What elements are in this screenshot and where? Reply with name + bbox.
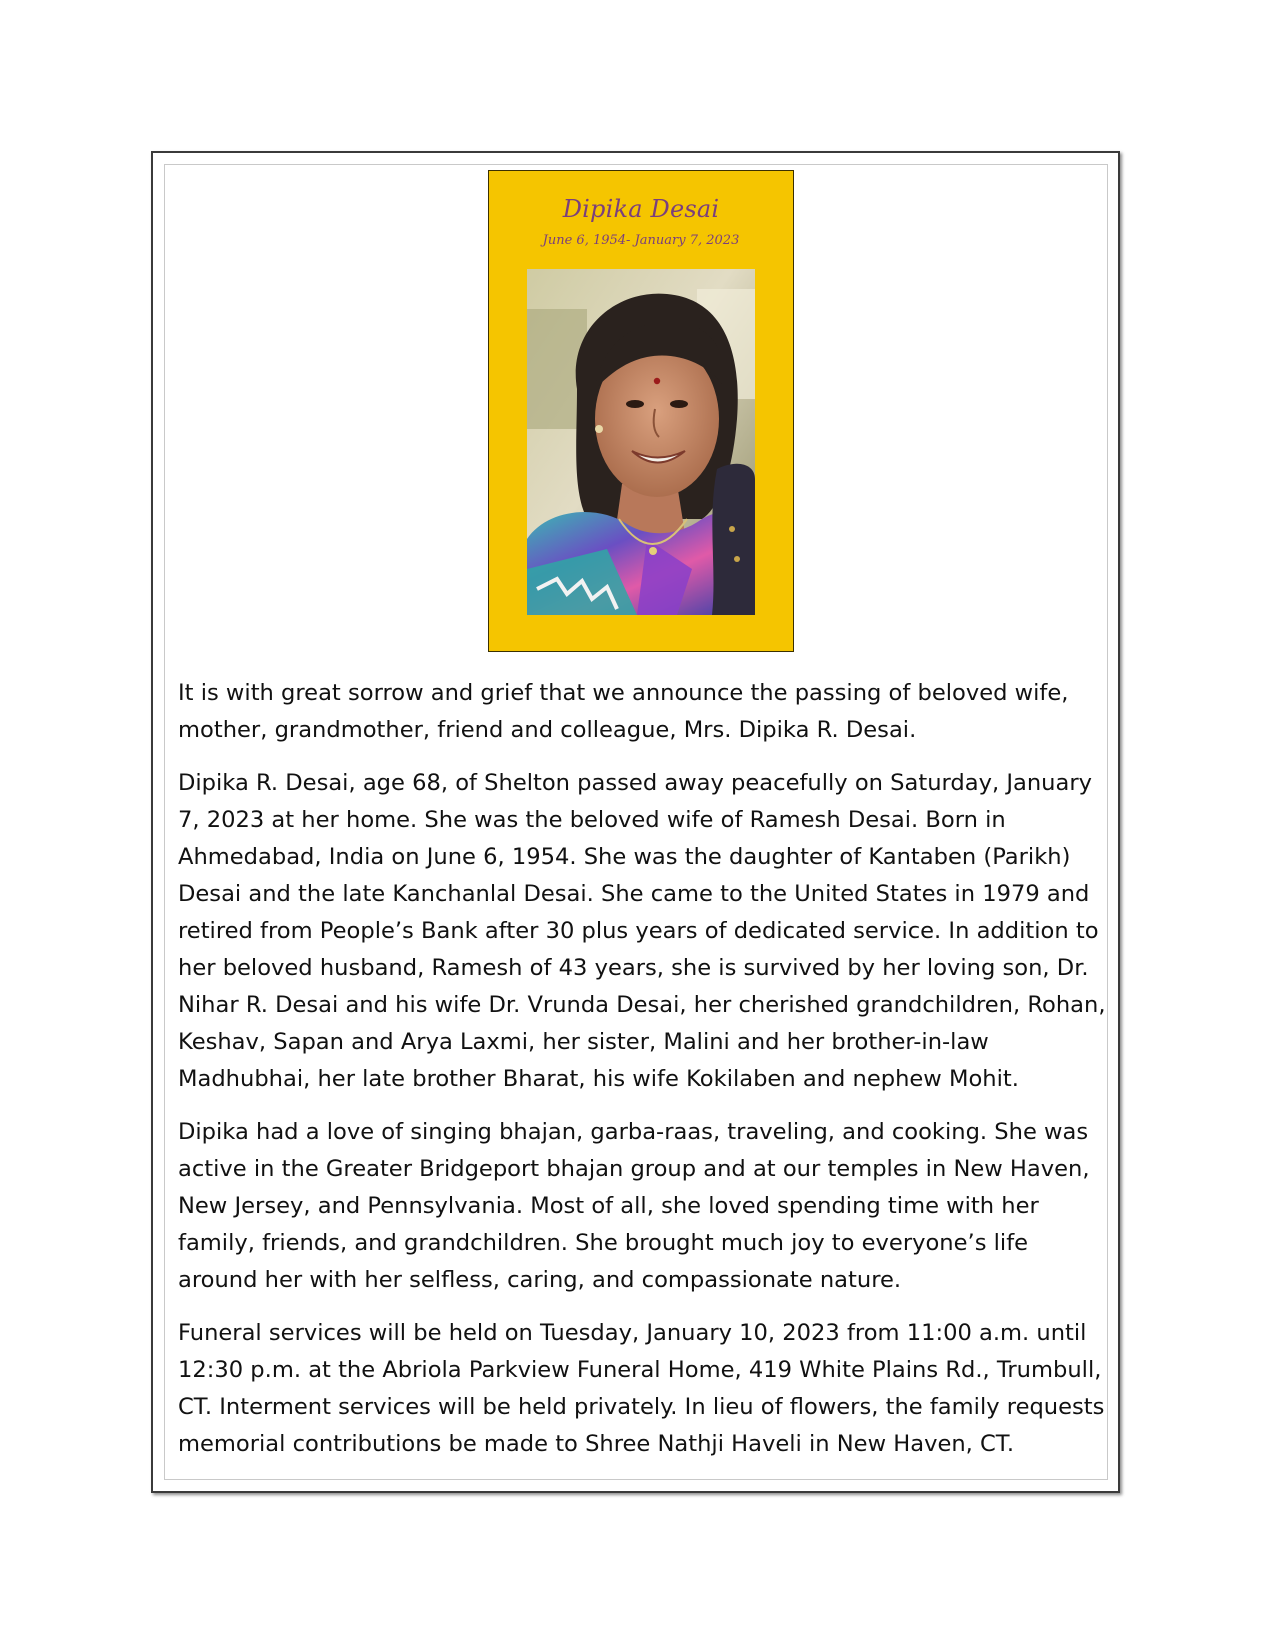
obituary-paragraph-4: Funeral services will be held on Tuesday, January 10, 2023 from 11:00 a.m. until 12:30 p.m. at the Abriola Parkview Funeral Home, 419 White Plains Rd., Trumbull, CT. Interment services will be held privately. In lieu of flowers, the family requests memorial contributions be made to Shree Nathji Haveli in New Haven, CT. [178,1320,1105,1457]
portrait-illustration [527,269,755,615]
portrait-photo [527,269,755,615]
obituary-paragraph-3: Dipika had a love of singing bhajan, garba-raas, traveling, and cooking. She was active in the Greater Bridgeport bhajan group and at our temples in New Haven, New Jersey, and Pennsylvania. Most of all, she loved spending time with her family, friends, and grandchildren. She brought much joy to everyone’s life around her with her selfless, caring, and compassionate nature. [178,1119,1090,1293]
obituary-paragraph-1: It is with great sorrow and grief that we announce the passing of beloved wife, mother, grandmother, friend and colleague, Mrs. Dipika R. Desai. [178,680,1069,743]
card-dates: June 6, 1954- January 7, 2023 [542,233,740,248]
memorial-card [488,170,794,652]
obituary-text [178,675,1108,1479]
obituary-paragraph-2: Dipika R. Desai, age 68, of Shelton passed away peacefully on Saturday, January 7, 2023 at her home. She was the beloved wife of Ramesh Desai. Born in Ahmedabad, India on June 6, 1954. She was the daughter of Kantaben (Parikh) Desai and the late Kanchanlal Desai. She came to the United States in 1979 and retired from People’s Bank after 30 plus years of dedicated service. In addition to her beloved husband, Ramesh of 43 years, she is survived by her loving son, Dr. Nihar R. Desai and his wife Dr. Vrunda Desai, her cherished grandchildren, Rohan, Keshav, Sapan and Arya Laxmi, her sister, Malini and her brother-in-law Madhubhai, her late brother Bharat, his wife Kokilaben and nephew Mohit. [178,770,1106,1092]
document-frame [151,151,1120,1493]
document-inner-border [164,164,1108,1480]
card-name: Dipika Desai [562,195,720,223]
